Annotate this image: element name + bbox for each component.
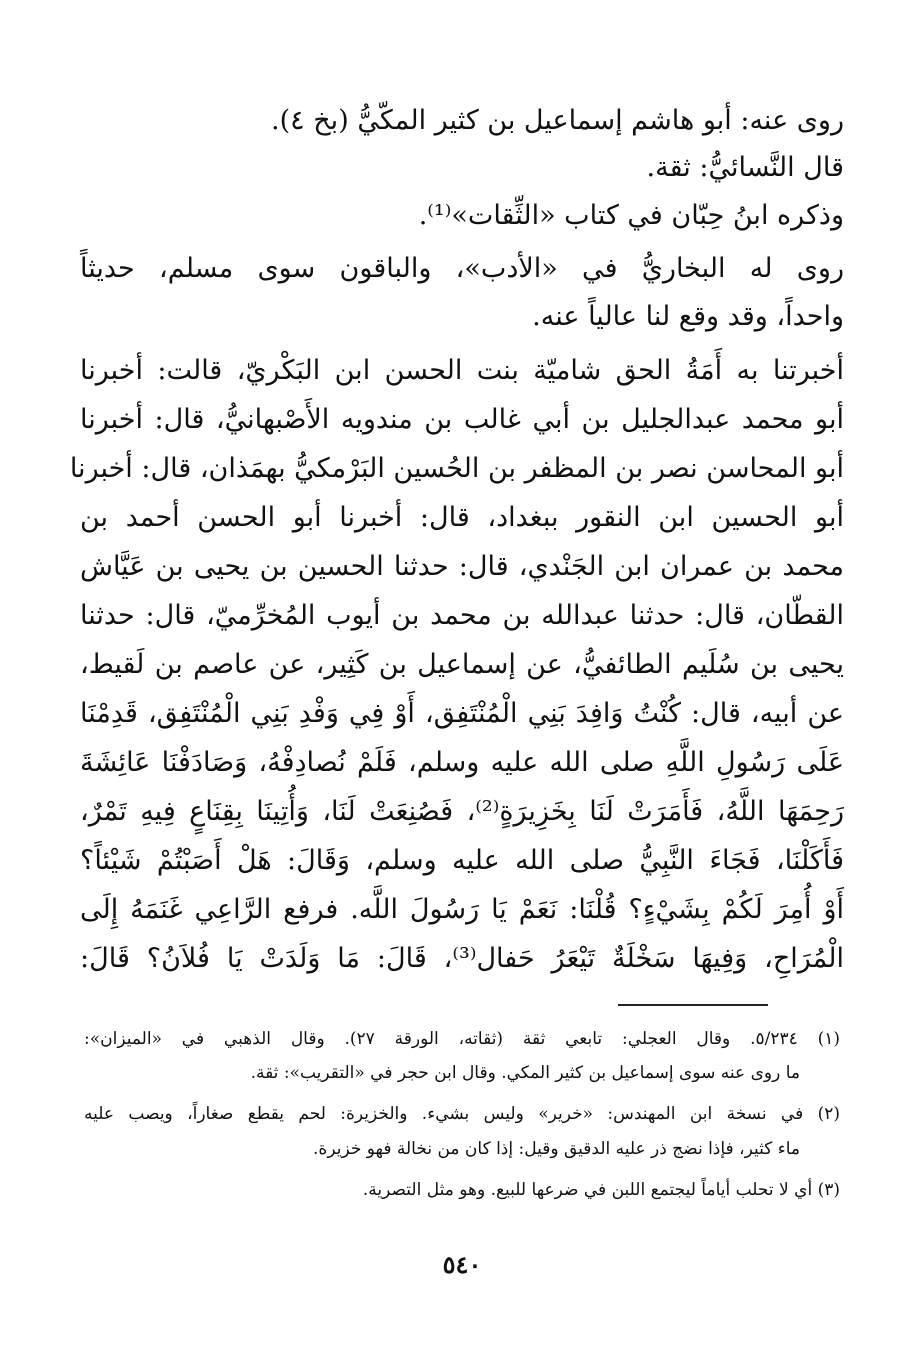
text-line: رَحِمَهَا اللَّهُ، فَأَمَرَتْ لَنَا بِخَزِيرَةٍ⁽²⁾، فَصُنِعَتْ لَنَا، وَأُتِينَا بِقِنَاعٍ فِيهِ تَمْرٌ، (80, 796, 844, 827)
text-line: روى عنه: أبو هاشم إسماعيل بن كثير المكّيُّ (بخ ٤). (271, 105, 844, 136)
text-line: روى له البخاريُّ في «الأدب»، والباقون سوى مسلم، حديثاً (80, 253, 844, 284)
footnote-line: ماء كثير، فإذا نضج ذر عليه الدقيق وقيل: إذا كان من نخالة فهو خزيرة. (313, 1139, 800, 1159)
text-line: القطّان، قال: حدثنا عبدالله بن محمد بن أيوب المُخرِّميّ، قال: حدثنا (80, 600, 844, 631)
text-line: واحداً، وقد وقع لنا عالياً عنه. (532, 301, 844, 332)
footnote-line: ما روى عنه سوى إسماعيل بن كثير المكي. وقال ابن حجر في «التقريب»: ثقة. (250, 1063, 800, 1083)
text-line: محمد بن عمران ابن الجَنْدي، قال: حدثنا الحسين بن يحيى بن عَيَّاش (80, 551, 844, 582)
text-line: أبو المحاسن نصر بن المظفر بن الحُسين البَرْمكيُّ بهمَذان، قال: أخبرنا (69, 453, 844, 484)
text-line: أبو محمد عبدالجليل بن أبي غالب بن مندويه الأَصْبهانيُّ، قال: أخبرنا (80, 404, 844, 435)
text-line: قال النَّسائيُّ: ثقة. (646, 152, 844, 183)
text-line: عن أبيه، قال: كُنْتُ وَافِدَ بَنِي الْمُنْتَفِق، أَوْ فِي وَفْدِ بَنِي الْمُنْتَفِق، قَدِمْنَا (80, 698, 844, 729)
text-line: أخبرتنا به أَمَةُ الحق شاميّة بنت الحسن ابن البَكْريّ، قالت: أخبرنا (80, 355, 844, 386)
text-line: أَوْ أُمِرَ لَكُمْ بِشَيْءٍ؟ قُلْنَا: نَعَمْ يَا رَسُولَ اللَّه. فرفع الرَّاعِي غَنَمَهُ إِلَى (80, 894, 844, 925)
page-number: ٥٤٠ (442, 1250, 482, 1279)
text-line: وذكره ابنُ حِبّان في كتاب «الثِّقات»⁽¹⁾. (418, 200, 844, 231)
text-line: الْمُرَاحِ، وَفِيهَا سَخْلَةٌ تَيْعَرُ حَفال⁽³⁾، قَالَ: مَا وَلَدَتْ يَا فُلاَنُ؟ قَالَ: (80, 943, 844, 974)
text-line: أبو الحسين ابن النقور ببغداد، قال: أخبرنا أبو الحسن أحمد بن (80, 502, 844, 533)
footnote-line: (٢) في نسخة ابن المهندس: «خرير» وليس بشيء. والخزيرة: لحم يقطع صغاراً، ويصب عليه (84, 1104, 840, 1124)
text-line: عَلَى رَسُولِ اللَّهِ صلى الله عليه وسلم، فَلَمْ نُصادِفْهُ، وَصَادَفْنَا عَائِشَةَ (80, 747, 844, 778)
footnote-line: (٣) أي لا تحلب أياماً ليجتمع اللبن في ضرعها للبيع. وهو مثل التصرية. (362, 1180, 840, 1200)
text-line: يحيى بن سُلَيم الطائفيُّ، عن إسماعيل بن كَثِير، عن عاصم بن لَقيط، (80, 649, 844, 680)
footnote-line: (١) ٥/٢٣٤. وقال العجلي: تابعي ثقة (ثقاته، الورقة ٢٧). وقال الذهبي في «الميزان»: (84, 1029, 840, 1049)
footnote-divider (618, 1004, 768, 1006)
text-line: فَأَكَلْنَا، فَجَاءَ النَّبِيُّ صلى الله عليه وسلم، وَقَالَ: هَلْ أَصَبْتُمْ شَيْئاً؟ (80, 845, 844, 876)
